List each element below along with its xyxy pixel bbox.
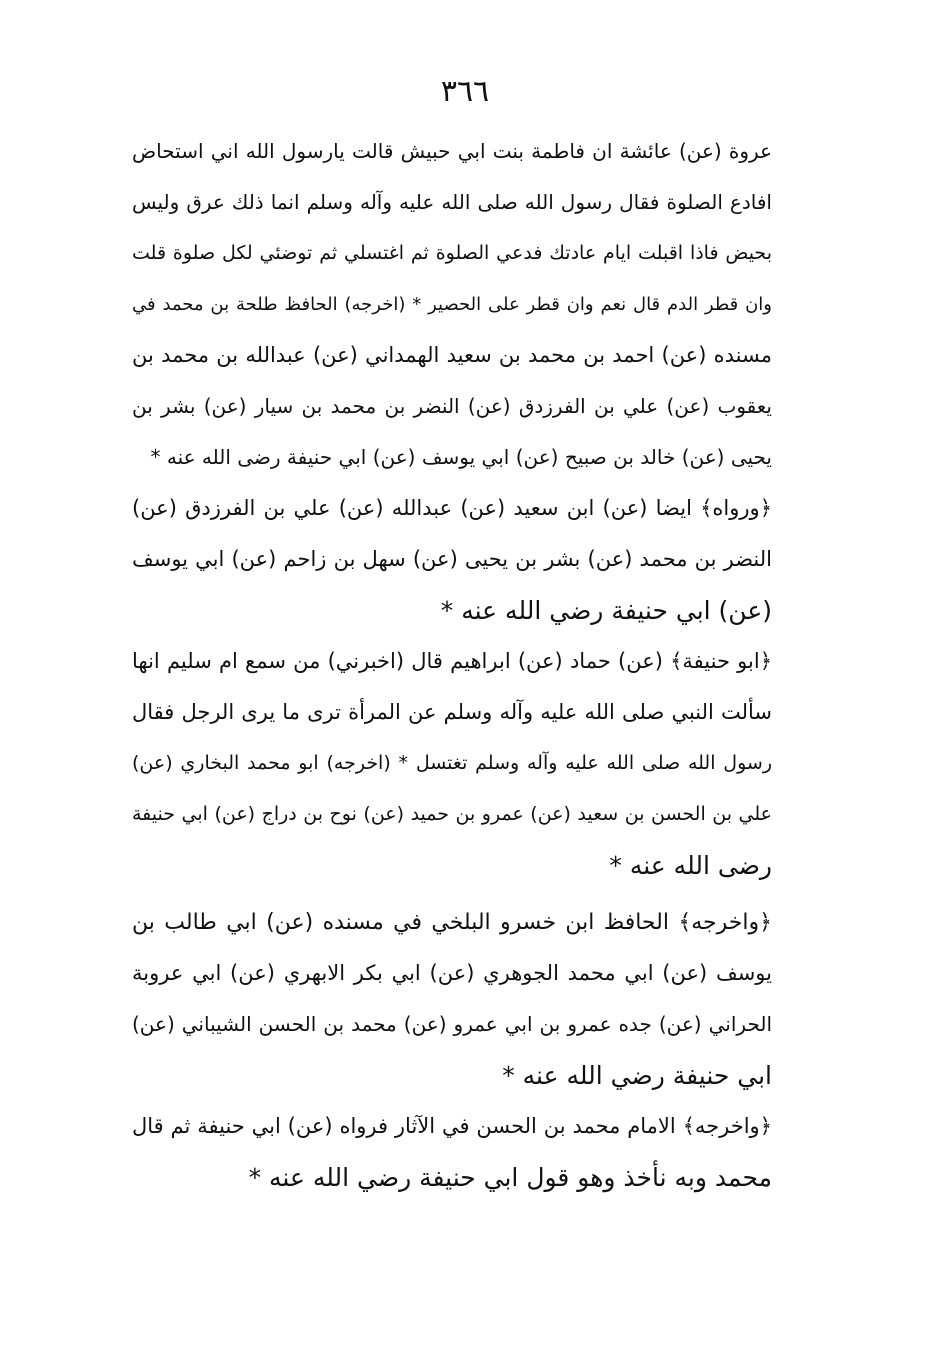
- text-line: علي بن الحسن بن سعيد (عن) عمرو بن حميد (عن) نوح بن دراج (عن) ابي حنيفة: [132, 803, 772, 825]
- body-text: [132, 126, 772, 1203]
- text-line: سألت النبي صلى الله عليه وآله وسلم عن المرأة ترى ما يرى الرجل فقال: [132, 700, 772, 724]
- page-number: ٣٦٦: [440, 74, 490, 109]
- text-line: بحيض فاذا اقبلت ايام عادتك فدعي الصلوة ثم اغتسلي ثم توضئي لكل صلوة قلت: [132, 242, 772, 264]
- text-line: ﴿ورواه﴾ ايضا (عن) ابن سعيد (عن) عبدالله (عن) علي بن الفرزدق (عن): [132, 496, 772, 520]
- text-line: يعقوب (عن) علي بن الفرزدق (عن) النضر بن محمد بن سيار (عن) بشر بن: [132, 394, 772, 418]
- text-line: ابي حنيفة رضي الله عنه *: [502, 1061, 772, 1090]
- text-line: يوسف (عن) ابي محمد الجوهري (عن) ابي بكر الابهري (عن) ابي عروبة: [132, 961, 772, 985]
- text-line: مسنده (عن) احمد بن محمد بن سعيد الهمداني (عن) عبدالله بن محمد بن: [132, 343, 772, 367]
- text-line: وان قطر الدم قال نعم وان قطر على الحصير * (اخرجه) الحافظ طلحة بن محمد في: [132, 294, 772, 315]
- paragraph: [132, 483, 772, 636]
- text-line: عروة (عن) عائشة ان فاطمة بنت ابي حبيش قالت يارسول الله اني استحاض: [132, 139, 772, 163]
- text-line: رضى الله عنه *: [609, 851, 772, 880]
- text-line: افادع الصلوة فقال رسول الله صلى الله عليه وآله وسلم انما ذلك عرق وليس: [132, 190, 772, 214]
- text-line: (عن) ابي حنيفة رضي الله عنه *: [440, 596, 772, 625]
- paragraph: [132, 636, 772, 891]
- paragraph: [132, 1101, 772, 1203]
- text-line: ﴿واخرجه﴾ الامام محمد بن الحسن في الآثار فرواه (عن) ابي حنيفة ثم قال: [132, 1114, 772, 1138]
- text-line: الحراني (عن) جده عمرو بن ابي عمرو (عن) محمد بن الحسن الشيباني (عن): [132, 1012, 772, 1036]
- paragraph: [132, 897, 772, 1101]
- paragraph: [132, 126, 772, 483]
- text-line: يحيى (عن) خالد بن صبيح (عن) ابي يوسف (عن) ابي حنيفة رضى الله عنه *: [150, 445, 772, 469]
- text-line: رسول الله صلى الله عليه وآله وسلم تغتسل * (اخرجه) ابو محمد البخاري (عن): [132, 752, 772, 774]
- text-line: ﴿ابو حنيفة﴾ (عن) حماد (عن) ابراهيم قال (اخبرني) من سمع ام سليم انها: [132, 649, 772, 673]
- text-line: النضر بن محمد (عن) بشر بن يحيى (عن) سهل بن زاحم (عن) ابي يوسف: [132, 547, 772, 571]
- text-line: ﴿واخرجه﴾ الحافظ ابن خسرو البلخي في مسنده (عن) ابي طالب بن: [132, 910, 772, 935]
- text-line: محمد وبه نأخذ وهو قول ابي حنيفة رضي الله عنه *: [248, 1163, 772, 1192]
